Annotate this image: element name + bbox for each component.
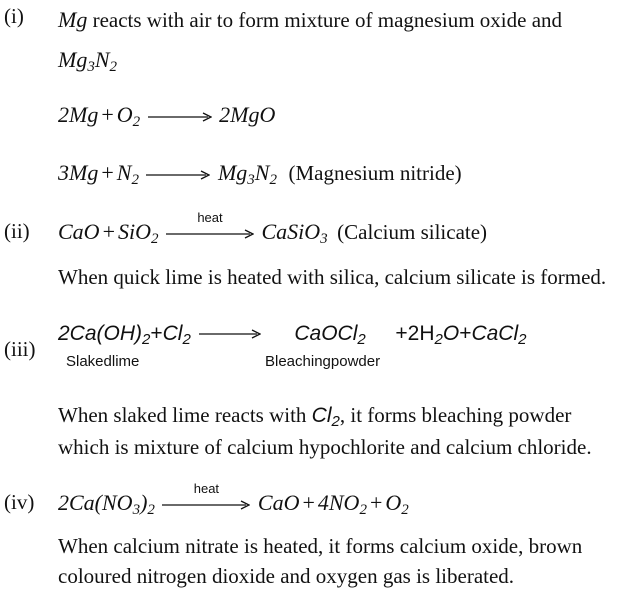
- reactant: $Cl_2$: [162, 322, 191, 348]
- product: CaCl$_2$: [471, 322, 527, 348]
- reaction-arrow: [146, 169, 210, 181]
- equation-cano32: $2Ca(NO_3)_2$ heat CaO + $4NO_2 + O_2$: [58, 480, 409, 518]
- item-number: (iv): [4, 490, 35, 514]
- item-iii-text-line2: which is mixture of calcium hypochlorite and calcium chloride.: [58, 435, 592, 459]
- product: CaO: [257, 490, 300, 515]
- reactant: $2Ca(OH)_2$: [58, 322, 151, 348]
- product: $4NO_2$: [317, 490, 367, 518]
- product: 2MgO: [219, 102, 276, 127]
- formula-mg3n2: $Mg_3N_2$: [58, 47, 118, 75]
- reactant: $2Ca(NO_3)_2$: [58, 490, 155, 518]
- product: $O_2$: [385, 490, 409, 518]
- formula-mg: Mg: [58, 7, 88, 32]
- product: CaSiO$_3$: [261, 219, 328, 247]
- item-ii-text: When quick lime is heated with silica, calcium silicate is formed.: [58, 265, 607, 289]
- item-number: (ii): [4, 219, 30, 243]
- reactant: O: [116, 102, 133, 127]
- reactant: 2Mg: [58, 102, 99, 127]
- reaction-arrow: [199, 328, 261, 340]
- item-number: (iii): [4, 337, 36, 361]
- formula-cl2: $Cl_2$: [311, 404, 340, 430]
- equation-cao-sio2: CaO + SiO$_2$ heat CaSiO$_3$ (Calcium silicate): [58, 209, 488, 247]
- arrow-label: heat: [193, 480, 220, 496]
- label-bleaching-powder: Bleachingpowder: [265, 353, 381, 370]
- reaction-arrow-heat: [166, 209, 254, 240]
- product: $Mg_3N_2$: [217, 160, 277, 188]
- reaction-arrow: [148, 111, 212, 123]
- equation-note: (Calcium silicate): [337, 220, 488, 244]
- item-i-text-rest: reacts with air to form mixture of magnesium oxide and: [87, 8, 563, 32]
- item-iii-text-line1: When slaked lime reacts with $Cl_2$, it forms bleaching powder: [58, 403, 572, 430]
- label-slaked-lime: Slakedlime: [66, 353, 140, 370]
- item-number: (i): [4, 4, 24, 28]
- item-iv-text-line1: When calcium nitrate is heated, it forms calcium oxide, brown: [58, 534, 583, 558]
- reactant: CaO: [58, 219, 100, 244]
- equation-note: (Magnesium nitride): [288, 161, 462, 185]
- reactant: SiO: [117, 219, 151, 244]
- product: $+2H_2O$: [395, 322, 460, 348]
- reaction-arrow-heat: [162, 480, 250, 511]
- reactant: N: [116, 160, 132, 185]
- item-i-text: [58, 4, 638, 36]
- product: CaOCl$_2$: [294, 322, 366, 348]
- item-iv-text-line2: coloured nitrogen dioxide and oxygen gas is liberated.: [58, 564, 515, 588]
- reactant: 3Mg: [58, 160, 99, 185]
- arrow-label: heat: [197, 209, 223, 225]
